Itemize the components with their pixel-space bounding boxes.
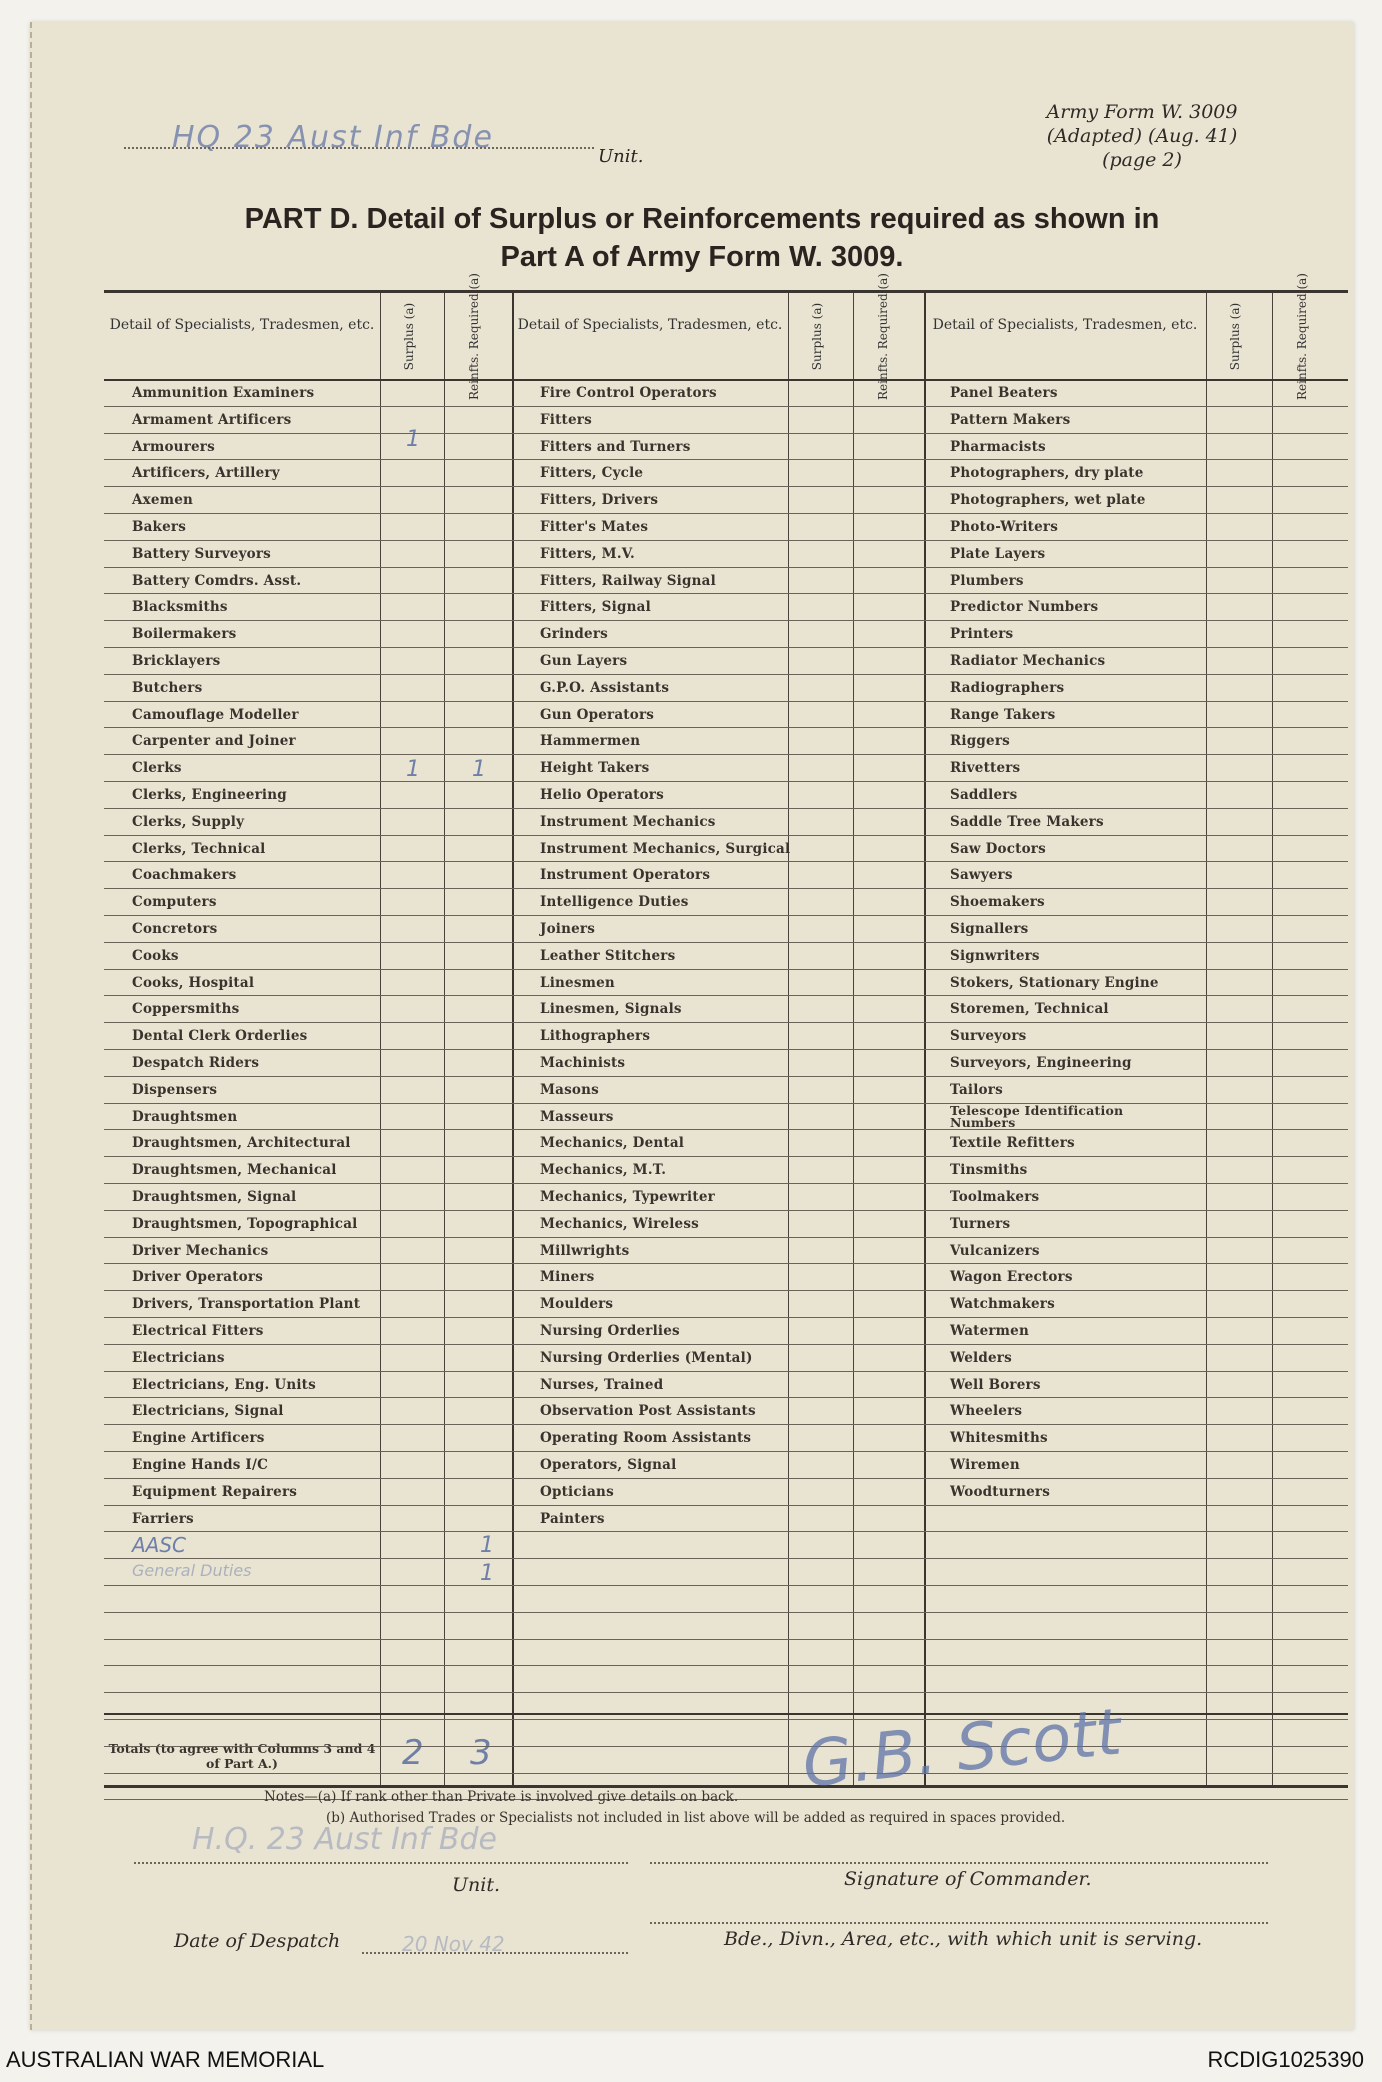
list-item: Whitesmiths [950,1430,1048,1447]
row-rule [104,1478,1348,1479]
note-b: (b) Authorised Trades or Specialists not included in list above will be added as required in spaces provided. [326,1810,1066,1826]
row-rule [104,1612,1348,1613]
list-item: Linesmen [540,974,615,991]
row-rule [104,915,1348,916]
column-divider [1272,293,1273,1785]
list-item: Clerks, Engineering [132,787,287,803]
list-item: Fitters, Cycle [540,465,644,482]
footer-left: AUSTRALIAN WAR MEMORIAL [6,2047,325,2072]
row-rule [104,1424,1348,1425]
list-item: Storemen, Technical [950,1001,1109,1018]
list-item: Radiographers [950,679,1065,696]
extra-row-1-reinfts: 1 [480,1533,494,1558]
list-item: Helio Operators [540,787,664,803]
unit-dotted-line [124,147,594,149]
list-item: Camouflage Modeller [132,706,299,723]
unit-footer-label: Unit. [452,1874,501,1896]
column-divider [853,293,854,1785]
row-rule [104,781,1348,782]
list-item: Clerks, Technical [132,840,266,857]
row-rule [104,1183,1348,1184]
column-divider [512,293,514,1785]
list-item: Nursing Orderlies (Mental) [540,1349,753,1366]
column-divider [1206,293,1207,1785]
list-item: Coppersmiths [132,1001,240,1018]
list-item: Cooks, Hospital [132,974,255,991]
bde-line [650,1922,1268,1924]
list-item: Drivers, Transportation Plant [132,1296,361,1313]
list-item: Instrument Mechanics, Surgical [540,840,791,857]
unit-footer-line [134,1862,628,1864]
list-item: Dental Clerk Orderlies [132,1028,308,1045]
unit-hand-footer: H.Q. 23 Aust Inf Bde [192,1822,497,1857]
list-item: Vulcanizers [950,1242,1040,1259]
form-ref-line2: (Adapted) (Aug. 41) [1046,125,1238,147]
list-item: Wheelers [950,1403,1023,1420]
row-rule [104,674,1348,675]
row-rule [104,1719,1348,1720]
title-line2: Part A of Army Form W. 3009. [500,241,904,273]
armourers-surplus: 1 [406,427,420,452]
list-item: Hammermen [540,733,641,750]
column-divider [788,293,789,1785]
row-rule [104,942,1348,943]
bde-label: Bde., Divn., Area, etc., with which unit is serving. [724,1928,1203,1950]
list-item: Painters [540,1510,605,1527]
form-ref-line3: (page 2) [1102,149,1182,171]
totals-rule [104,1713,1348,1715]
list-item: Armourers [132,438,215,455]
list-item: Bricklayers [132,653,221,669]
row-rule [104,486,1348,487]
list-item: Pharmacists [950,438,1046,455]
list-item: Draughtsmen, Mechanical [132,1162,337,1179]
list-item: Welders [950,1349,1012,1366]
row-rule [104,593,1348,594]
extra-row-2-reinfts: 1 [480,1561,494,1586]
list-item: Panel Beaters [950,385,1058,401]
list-item: Wagon Erectors [950,1269,1073,1286]
reinfts-label: Reinfts. Required (a) [875,272,890,400]
list-item: Fitters, Railway Signal [540,572,716,589]
list-item: Clerks [132,760,182,777]
list-item: Blacksmiths [132,599,228,616]
total-surplus: 2 [402,1733,424,1773]
list-item: Radiator Mechanics [950,653,1106,669]
reinfts-label: Reinfts. Required (a) [1294,272,1309,400]
list-item: Leather Stitchers [540,947,676,964]
list-item: Printers [950,626,1014,643]
list-item: Coachmakers [132,867,237,884]
row-rule [104,1022,1348,1023]
col-header-reinfts-3 [1272,272,1332,400]
list-item: Predictor Numbers [950,599,1099,616]
row-rule [104,1344,1348,1345]
row-rule [104,1049,1348,1050]
list-item: Fitters and Turners [540,438,691,455]
row-rule [104,647,1348,648]
form-sheet [30,22,1354,2030]
list-item: Artificers, Artillery [132,465,280,482]
list-item: Observation Post Assistants [540,1403,756,1420]
list-item: Fitters [540,411,592,428]
column-divider [924,293,926,1785]
list-item: Equipment Repairers [132,1483,298,1500]
row-rule [104,567,1348,568]
row-rule [104,406,1348,407]
list-item: Ammunition Examiners [132,385,315,401]
list-item: Fitter's Mates [540,519,649,535]
unit-handwritten: HQ 23 Aust Inf Bde [172,120,494,155]
row-rule [104,1371,1348,1372]
row-rule [104,808,1348,809]
row-rule [104,1773,1348,1774]
reinfts-label: Reinfts. Required (a) [466,272,481,400]
row-rule [104,433,1348,434]
list-item: Photographers, dry plate [950,465,1144,482]
row-rule [104,513,1348,514]
col-header-surplus-2 [788,301,848,371]
despatch-label: Date of Despatch [174,1930,341,1952]
surplus-label: Surplus (a) [1228,302,1243,370]
row-rule [104,1076,1348,1077]
row-rule [104,969,1348,970]
commander-signature: G.B. Scott [799,1695,1125,1803]
list-item: Fire Control Operators [540,385,717,401]
list-item: Electrical Fitters [132,1323,264,1339]
list-item: Electricians, Signal [132,1403,284,1420]
list-item: Gun Operators [540,706,655,723]
list-item: Draughtsmen [132,1108,238,1125]
list-item: Intelligence Duties [540,894,689,911]
list-item: Saddle Tree Makers [950,813,1104,830]
list-item: Photo-Writers [950,519,1059,535]
list-item: Woodturners [950,1483,1050,1500]
list-item: Riggers [950,733,1010,750]
unit-label: Unit. [598,146,644,167]
form-reference [1012,100,1272,172]
signature-line [650,1862,1268,1864]
list-item: Dispensers [132,1081,218,1098]
list-item: Farriers [132,1510,194,1527]
list-item: Joiners [540,921,596,937]
list-item: Turners [950,1215,1011,1232]
list-item: Opticians [540,1483,614,1500]
list-item: Concretors [132,921,218,937]
list-item: Rivetters [950,760,1021,777]
col-header-detail-3: Detail of Specialists, Tradesmen, etc. [932,317,1198,333]
list-item: Well Borers [950,1376,1041,1393]
row-rule [104,540,1348,541]
extra-row-2-label: General Duties [132,1561,252,1580]
list-item: Plumbers [950,572,1024,589]
column-divider [444,293,445,1785]
row-rule [104,701,1348,702]
list-item: Battery Comdrs. Asst. [132,572,302,589]
col-header-reinfts-1 [444,272,504,400]
list-item: Tinsmiths [950,1162,1028,1179]
row-rule [104,1692,1348,1693]
list-item: Despatch Riders [132,1055,260,1071]
row-rule [104,1585,1348,1586]
row-rule [104,1103,1348,1104]
row-rule [104,1505,1348,1506]
note-a: Notes—(a) If rank other than Private is involved give details on back. [264,1789,739,1805]
list-item: Photographers, wet plate [950,492,1146,509]
list-item: Operating Room Assistants [540,1430,752,1447]
list-item: Bakers [132,519,187,535]
total-reinfts: 3 [470,1733,492,1773]
row-rule [104,1263,1348,1264]
list-item: Driver Operators [132,1269,263,1286]
list-item: Gun Layers [540,653,628,669]
list-item: Pattern Makers [950,411,1071,428]
list-item: Cooks [132,947,179,964]
list-item: Textile Refitters [950,1135,1075,1152]
list-item: Linesmen, Signals [540,1001,682,1018]
list-item: Signwriters [950,947,1040,964]
list-item: Stokers, Stationary Engine [950,974,1159,991]
list-item: Boilermakers [132,626,237,643]
footer-right: RCDIG1025390 [1207,2047,1364,2072]
row-rule [104,1531,1348,1532]
clerks-surplus: 1 [406,757,420,782]
list-item: Surveyors [950,1028,1027,1045]
row-rule [104,1665,1348,1666]
list-item: Driver Mechanics [132,1242,269,1259]
col-header-detail-1: Detail of Specialists, Tradesmen, etc. [109,317,375,333]
row-rule [104,1129,1348,1130]
clerks-reinfts: 1 [472,757,486,782]
list-item: Nurses, Trained [540,1376,664,1393]
list-item: Electricians [132,1349,225,1366]
list-item: Draughtsmen, Signal [132,1189,297,1205]
list-item: Plate Layers [950,545,1046,562]
list-item: Battery Surveyors [132,545,271,562]
row-rule [104,1290,1348,1291]
row-rule [104,861,1348,862]
totals-label: Totals (to agree with Columns 3 and 4 of Part A.) [108,1741,376,1771]
row-rule [104,1558,1348,1559]
list-item: Fitters, Signal [540,599,651,616]
row-rule [104,620,1348,621]
list-item: Height Takers [540,760,650,777]
list-item: Clerks, Supply [132,813,245,830]
list-item: Instrument Operators [540,867,711,884]
list-item: Masseurs [540,1108,614,1125]
list-item: Machinists [540,1055,626,1071]
row-rule [104,1237,1348,1238]
col-header-detail-2: Detail of Specialists, Tradesmen, etc. [517,317,783,333]
despatch-hand: 20 Nov 42 [402,1932,505,1956]
column-divider [380,293,381,1785]
row-rule [104,727,1348,728]
row-rule [104,1639,1348,1640]
list-item: Mechanics, Typewriter [540,1189,715,1205]
title-line1: PART D. Detail of Surplus or Reinforcements required as shown in [244,203,1160,235]
list-item: Butchers [132,679,203,696]
list-item: Operators, Signal [540,1457,677,1473]
list-item: Computers [132,894,217,911]
list-item: Watchmakers [950,1296,1055,1313]
list-item: Wiremen [950,1457,1020,1473]
row-rule [104,835,1348,836]
list-item: Nursing Orderlies [540,1323,680,1339]
list-item: Surveyors, Engineering [950,1055,1132,1071]
list-item: Instrument Mechanics [540,813,716,830]
list-item: Moulders [540,1296,614,1313]
list-item: Carpenter and Joiner [132,733,296,750]
list-item: Grinders [540,626,608,643]
surplus-label: Surplus (a) [810,302,825,370]
list-item: Armament Artificers [132,411,292,428]
list-item: Draughtsmen, Architectural [132,1135,351,1152]
row-rule [104,1397,1348,1398]
list-item: Tailors [950,1081,1003,1098]
list-item: Toolmakers [950,1189,1040,1205]
list-item: Draughtsmen, Topographical [132,1215,358,1232]
col-header-reinfts-2 [853,272,913,400]
list-item: Axemen [132,492,194,509]
col-header-surplus-1 [380,301,440,371]
list-item: Lithographers [540,1028,651,1045]
list-item: Fitters, Drivers [540,492,659,509]
list-item: Millwrights [540,1242,630,1259]
list-item: Shoemakers [950,894,1045,911]
list-item: Fitters, M.V. [540,545,635,562]
list-item: Electricians, Eng. Units [132,1376,316,1393]
list-item: Signallers [950,921,1029,937]
row-rule [104,1451,1348,1452]
row-rule [104,459,1348,460]
surplus-label: Surplus (a) [402,302,417,370]
header-rule [104,379,1348,381]
list-item: Masons [540,1081,599,1098]
row-rule [104,888,1348,889]
row-rule [104,1746,1348,1747]
list-item: Sawyers [950,867,1013,884]
list-item: Watermen [950,1323,1029,1339]
list-item: Mechanics, Dental [540,1135,685,1152]
specialists-table [104,272,1348,1788]
row-rule [104,995,1348,996]
list-item: Telescope Identification Numbers [950,1102,1124,1130]
row-rule [104,1156,1348,1157]
extra-row-1-label: AASC [132,1533,187,1557]
list-item: Saw Doctors [950,840,1046,857]
list-item: Engine Hands I/C [132,1457,269,1473]
list-item: Saddlers [950,787,1018,803]
list-item: Miners [540,1269,595,1286]
form-ref-line1: Army Form W. 3009 [1046,101,1238,123]
signature-label: Signature of Commander. [844,1868,1092,1890]
list-item: Mechanics, M.T. [540,1162,667,1179]
list-item: Mechanics, Wireless [540,1215,699,1232]
page-title [112,200,1292,276]
col-header-surplus-3 [1206,301,1266,371]
row-rule [104,1317,1348,1318]
row-rule [104,1210,1348,1211]
list-item: Engine Artificers [132,1430,265,1447]
row-rule [104,754,1348,755]
list-item: Range Takers [950,706,1056,723]
list-item: G.P.O. Assistants [540,679,670,696]
